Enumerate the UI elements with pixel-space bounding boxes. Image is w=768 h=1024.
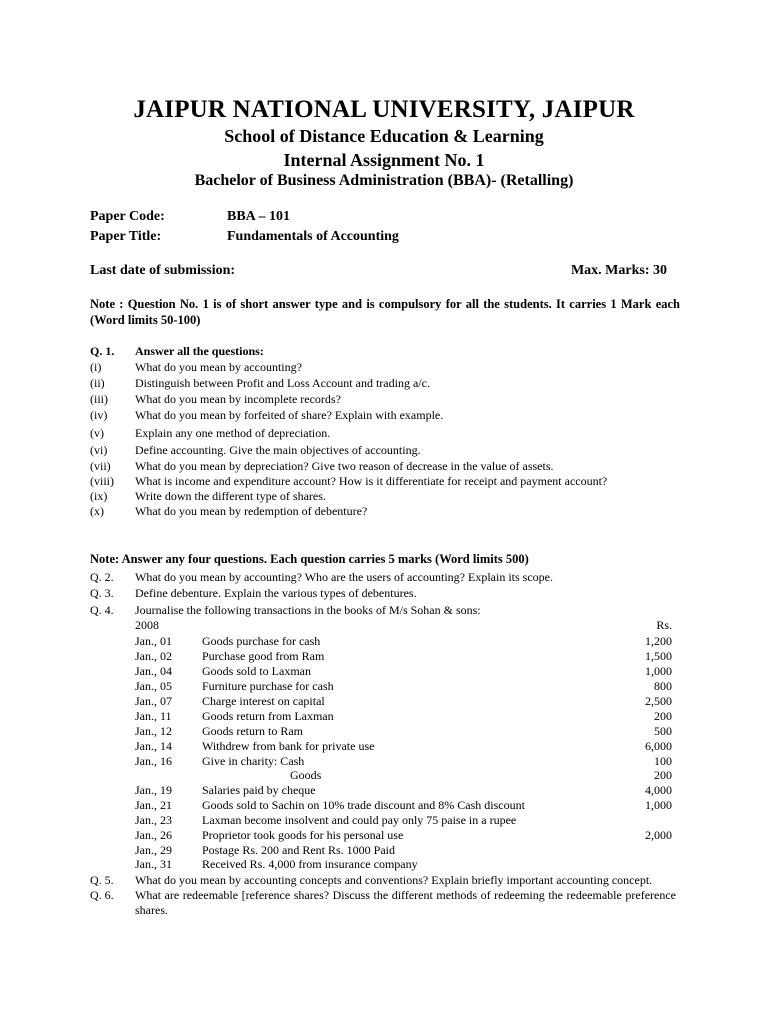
item-number: (vii) bbox=[90, 459, 111, 473]
transaction-date: Jan., 19 bbox=[135, 783, 172, 797]
transaction-description: Withdrew from bank for private use bbox=[202, 739, 375, 753]
transaction-amount: 500 bbox=[654, 724, 672, 738]
transaction-description: Furniture purchase for cash bbox=[202, 679, 334, 693]
item-number: (iv) bbox=[90, 408, 108, 422]
transaction-amount: 800 bbox=[654, 679, 672, 693]
transaction-description: Goods purchase for cash bbox=[202, 634, 321, 648]
item-text: What do you mean by forfeited of share? Explain with example. bbox=[135, 408, 444, 422]
transaction-description: Goods sold to Sachin on 10% trade discount and 8% Cash discount bbox=[202, 798, 525, 812]
item-number: (ix) bbox=[90, 489, 108, 503]
assignment-title: Internal Assignment No. 1 bbox=[283, 150, 485, 170]
last-date-label: Last date of submission: bbox=[90, 263, 236, 278]
transaction-date: Jan., 11 bbox=[135, 709, 172, 723]
question-number: Q. 2. bbox=[90, 570, 114, 584]
transaction-description: Goods sold to Laxman bbox=[202, 664, 311, 678]
transaction-amount: 200 bbox=[654, 768, 672, 782]
item-number: (viii) bbox=[90, 474, 114, 488]
item-number: (ii) bbox=[90, 376, 105, 390]
transaction-description: Postage Rs. 200 and Rent Rs. 1000 Paid bbox=[202, 843, 396, 857]
item-number: (iii) bbox=[90, 392, 108, 406]
item-text: Define accounting. Give the main objectives of accounting. bbox=[135, 443, 421, 457]
transaction-amount: 2,500 bbox=[645, 694, 672, 708]
transaction-date: Jan., 21 bbox=[135, 798, 172, 812]
transaction-date: Jan., 01 bbox=[135, 634, 172, 648]
transaction-description: Salaries paid by cheque bbox=[202, 783, 316, 797]
transaction-amount: 2,000 bbox=[645, 828, 672, 842]
question-number: Q. 1. bbox=[90, 344, 115, 358]
item-text: What do you mean by accounting? bbox=[135, 360, 302, 374]
transaction-amount: 1,000 bbox=[645, 798, 672, 812]
item-text: Distinguish between Profit and Loss Account and trading a/c. bbox=[135, 376, 430, 390]
transaction-description: Purchase good from Ram bbox=[202, 649, 325, 663]
transaction-amount: 1,500 bbox=[645, 649, 672, 663]
transaction-date: Jan., 07 bbox=[135, 694, 172, 708]
question-text: What do you mean by accounting? Who are the users of accounting? Explain its scope. bbox=[135, 570, 553, 584]
question-number: Q. 5. bbox=[90, 873, 114, 887]
item-number: (vi) bbox=[90, 443, 108, 457]
question-number: Q. 4. bbox=[90, 603, 114, 617]
question-number: Q. 3. bbox=[90, 586, 114, 600]
paper-code-value: BBA – 101 bbox=[227, 209, 291, 224]
transaction-amount: 1,200 bbox=[645, 634, 672, 648]
transaction-amount: 4,000 bbox=[645, 783, 672, 797]
program-name: Bachelor of Business Administration (BBA)- (Retalling) bbox=[194, 172, 574, 189]
max-marks: Max. Marks: 30 bbox=[570, 263, 667, 278]
item-text: What do you mean by incomplete records? bbox=[135, 392, 341, 406]
item-text: What is income and expenditure account? How is it differentiate for receipt and payment account? bbox=[135, 474, 608, 488]
school-name: School of Distance Education & Learning bbox=[224, 126, 544, 146]
transaction-amount: 100 bbox=[654, 754, 672, 768]
transaction-description: Received Rs. 4,000 from insurance company bbox=[202, 857, 418, 871]
question-6-text: What are redeemable [reference shares? Discuss the different methods of redeeming the redeemable preference shares. bbox=[135, 888, 676, 917]
item-number: (x) bbox=[90, 504, 104, 518]
transaction-description: Give in charity: Cash bbox=[202, 754, 305, 768]
transaction-date: Jan., 26 bbox=[135, 828, 172, 842]
transaction-amount: 1,000 bbox=[645, 664, 672, 678]
question-text: Answer all the questions: bbox=[135, 344, 264, 358]
item-text: Explain any one method of depreciation. bbox=[135, 426, 331, 440]
transaction-date: Jan., 04 bbox=[135, 664, 172, 678]
transaction-date: Jan., 02 bbox=[135, 649, 172, 663]
transaction-amount: 6,000 bbox=[645, 739, 672, 753]
item-number: (i) bbox=[90, 360, 102, 374]
transaction-date: Jan., 31 bbox=[135, 857, 172, 871]
transaction-date: Jan., 05 bbox=[135, 679, 172, 693]
item-text: What do you mean by depreciation? Give two reason of decrease in the value of assets. bbox=[135, 459, 554, 473]
paper-code-label: Paper Code: bbox=[90, 209, 165, 224]
question-text: Define debenture. Explain the various types of debentures. bbox=[135, 586, 417, 600]
transaction-date: Jan., 16 bbox=[135, 754, 172, 768]
transaction-description: Goods return to Ram bbox=[202, 724, 303, 738]
paper-title-label: Paper Title: bbox=[90, 229, 162, 244]
note-long-answer: Note: Answer any four questions. Each question carries 5 marks (Word limits 500) bbox=[90, 552, 529, 566]
note-short-answer: Note : Question No. 1 is of short answer type and is compulsory for all the students. It carries 1 Mark each (Word limits 50-100) bbox=[90, 297, 680, 327]
year-label: 2008 bbox=[135, 618, 159, 632]
currency-label: Rs. bbox=[656, 618, 672, 632]
question-number: Q. 6. bbox=[90, 888, 114, 902]
transaction-date: Jan., 29 bbox=[135, 843, 172, 857]
paper-title-value: Fundamentals of Accounting bbox=[227, 229, 399, 244]
transaction-date: Jan., 14 bbox=[135, 739, 172, 753]
transaction-description: Proprietor took goods for his personal use bbox=[202, 828, 404, 842]
transaction-description: Goods return from Laxman bbox=[202, 709, 334, 723]
university-title: JAIPUR NATIONAL UNIVERSITY, JAIPUR bbox=[133, 96, 635, 123]
transaction-date: Jan., 12 bbox=[135, 724, 172, 738]
transaction-amount: 200 bbox=[654, 709, 672, 723]
transaction-description: Goods bbox=[290, 768, 322, 782]
transaction-description: Laxman become insolvent and could pay only 75 paise in a rupee bbox=[202, 813, 517, 827]
transaction-description: Charge interest on capital bbox=[202, 694, 325, 708]
item-number: (v) bbox=[90, 426, 104, 440]
question-text: What do you mean by accounting concepts and conventions? Explain briefly important accounting concept. bbox=[135, 873, 653, 887]
item-text: Write down the different type of shares. bbox=[135, 489, 326, 503]
question-text: Journalise the following transactions in the books of M/s Sohan & sons: bbox=[135, 603, 481, 617]
item-text: What do you mean by redemption of debenture? bbox=[135, 504, 368, 518]
transaction-date: Jan., 23 bbox=[135, 813, 172, 827]
